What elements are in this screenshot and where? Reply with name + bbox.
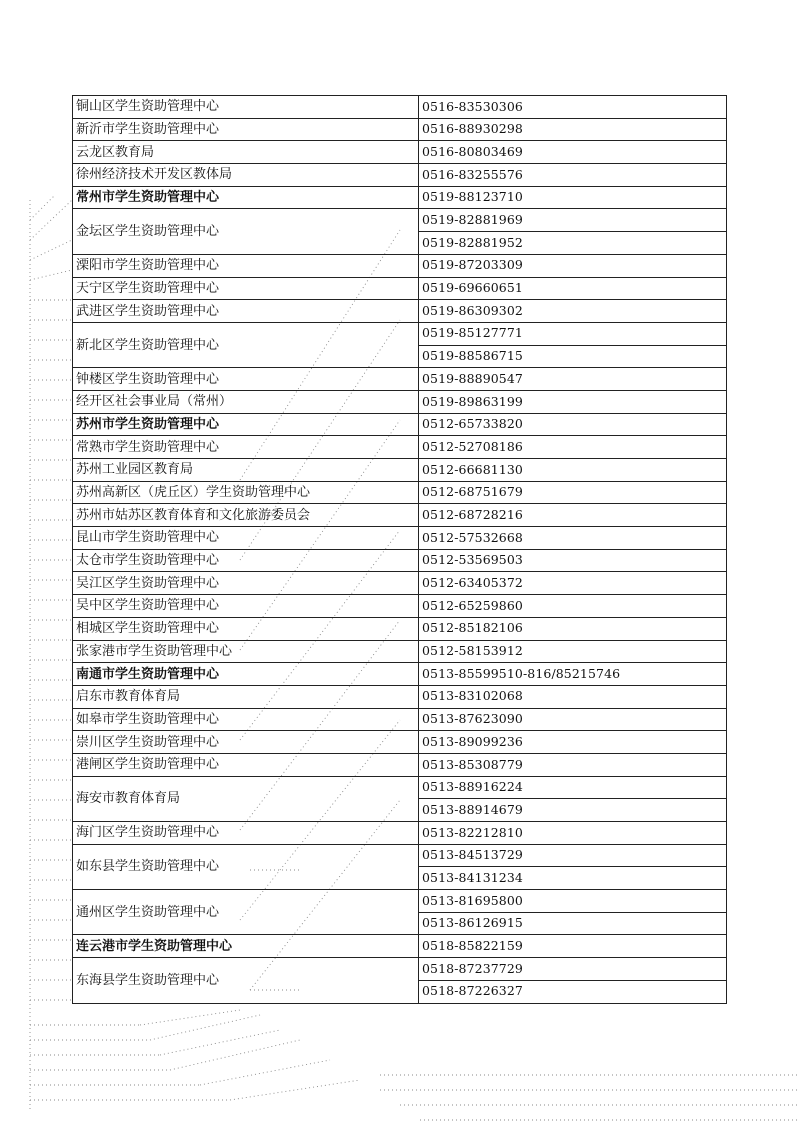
agency-name-cell: 云龙区教育局 [73,141,419,164]
phone-cell: 0513-89099236 [419,731,727,754]
agency-name-cell: 启东市教育体育局 [73,685,419,708]
table-row [73,640,727,663]
agency-name-cell: 徐州经济技术开发区教体局 [73,164,419,187]
agency-name-cell: 铜山区学生资助管理中心 [73,96,419,119]
agency-name-cell: 吴江区学生资助管理中心 [73,572,419,595]
table-row [73,935,727,958]
table-row [73,958,727,981]
phone-cell: 0512-52708186 [419,436,727,459]
phone-cell: 0512-68728216 [419,504,727,527]
agency-name-cell: 张家港市学生资助管理中心 [73,640,419,663]
agency-name-cell: 苏州工业园区教育局 [73,459,419,482]
phone-cell: 0513-87623090 [419,708,727,731]
table-row [73,209,727,232]
agency-name-cell: 金坛区学生资助管理中心 [73,209,419,254]
table-row [73,685,727,708]
agency-name-cell: 港闸区学生资助管理中心 [73,753,419,776]
agency-name-cell: 崇川区学生资助管理中心 [73,731,419,754]
phone-cell: 0519-89863199 [419,390,727,413]
phone-cell: 0512-65259860 [419,595,727,618]
phone-cell: 0516-80803469 [419,141,727,164]
phone-cell: 0512-63405372 [419,572,727,595]
table-row [73,436,727,459]
phone-cell: 0512-58153912 [419,640,727,663]
phone-cell: 0512-68751679 [419,481,727,504]
table-row [73,617,727,640]
table-row [73,277,727,300]
agency-name-cell: 苏州市姑苏区教育体育和文化旅游委员会 [73,504,419,527]
agency-name-cell: 连云港市学生资助管理中心 [73,935,419,958]
table-row [73,300,727,323]
phone-cell: 0516-83530306 [419,96,727,119]
agency-name-cell: 相城区学生资助管理中心 [73,617,419,640]
table-row [73,527,727,550]
table-row [73,481,727,504]
phone-cell: 0519-88890547 [419,368,727,391]
phone-cell: 0513-85599510-816/85215746 [419,663,727,686]
table-row [73,118,727,141]
phone-cell: 0513-82212810 [419,822,727,845]
agency-name-cell: 太仓市学生资助管理中心 [73,549,419,572]
phone-cell: 0512-85182106 [419,617,727,640]
table-row [73,595,727,618]
phone-cell: 0512-57532668 [419,527,727,550]
phone-cell: 0513-88914679 [419,799,727,822]
agency-name-cell: 海安市教育体育局 [73,776,419,821]
phone-cell: 0512-65733820 [419,413,727,436]
agency-name-cell: 溧阳市学生资助管理中心 [73,254,419,277]
agency-name-cell: 武进区学生资助管理中心 [73,300,419,323]
agency-name-cell: 钟楼区学生资助管理中心 [73,368,419,391]
agency-name-cell: 苏州高新区（虎丘区）学生资助管理中心 [73,481,419,504]
phone-cell: 0519-82881952 [419,232,727,255]
table-row [73,822,727,845]
phone-cell: 0518-85822159 [419,935,727,958]
phone-cell: 0513-81695800 [419,890,727,913]
table-row [73,572,727,595]
phone-cell: 0513-84513729 [419,844,727,867]
table-row [73,753,727,776]
table-row [73,708,727,731]
phone-cell: 0512-66681130 [419,459,727,482]
table-row [73,141,727,164]
phone-cell: 0518-87237729 [419,958,727,981]
table-row [73,890,727,913]
phone-cell: 0516-83255576 [419,164,727,187]
phone-cell: 0519-86309302 [419,300,727,323]
agency-name-cell: 南通市学生资助管理中心 [73,663,419,686]
table-row [73,96,727,119]
table-row [73,776,727,799]
table-row [73,368,727,391]
agency-name-cell: 通州区学生资助管理中心 [73,890,419,935]
phone-cell: 0519-69660651 [419,277,727,300]
table-row [73,663,727,686]
table-row [73,549,727,572]
agency-name-cell: 如皋市学生资助管理中心 [73,708,419,731]
agency-name-cell: 海门区学生资助管理中心 [73,822,419,845]
phone-cell: 0518-87226327 [419,980,727,1003]
table-row [73,390,727,413]
phone-cell: 0519-88586715 [419,345,727,368]
agency-name-cell: 常州市学生资助管理中心 [73,186,419,209]
phone-cell: 0512-53569503 [419,549,727,572]
agency-name-cell: 新北区学生资助管理中心 [73,322,419,367]
agency-name-cell: 昆山市学生资助管理中心 [73,527,419,550]
phone-cell: 0516-88930298 [419,118,727,141]
agency-name-cell: 东海县学生资助管理中心 [73,958,419,1003]
phone-cell: 0513-86126915 [419,912,727,935]
table-row [73,731,727,754]
table-row [73,164,727,187]
table-row [73,254,727,277]
phone-cell: 0519-87203309 [419,254,727,277]
agency-name-cell: 吴中区学生资助管理中心 [73,595,419,618]
agency-name-cell: 天宁区学生资助管理中心 [73,277,419,300]
phone-cell: 0513-83102068 [419,685,727,708]
agency-name-cell: 新沂市学生资助管理中心 [73,118,419,141]
table-row [73,413,727,436]
phone-cell: 0513-84131234 [419,867,727,890]
table-row [73,186,727,209]
contact-table-body [73,96,727,1004]
phone-cell: 0519-88123710 [419,186,727,209]
agency-name-cell: 常熟市学生资助管理中心 [73,436,419,459]
table-row [73,459,727,482]
agency-name-cell: 如东县学生资助管理中心 [73,844,419,889]
phone-cell: 0513-88916224 [419,776,727,799]
phone-cell: 0513-85308779 [419,753,727,776]
table-row [73,844,727,867]
table-row [73,322,727,345]
agency-name-cell: 苏州市学生资助管理中心 [73,413,419,436]
table-row [73,504,727,527]
agency-name-cell: 经开区社会事业局（常州） [73,390,419,413]
contact-table [72,95,727,1004]
phone-cell: 0519-82881969 [419,209,727,232]
phone-cell: 0519-85127771 [419,322,727,345]
